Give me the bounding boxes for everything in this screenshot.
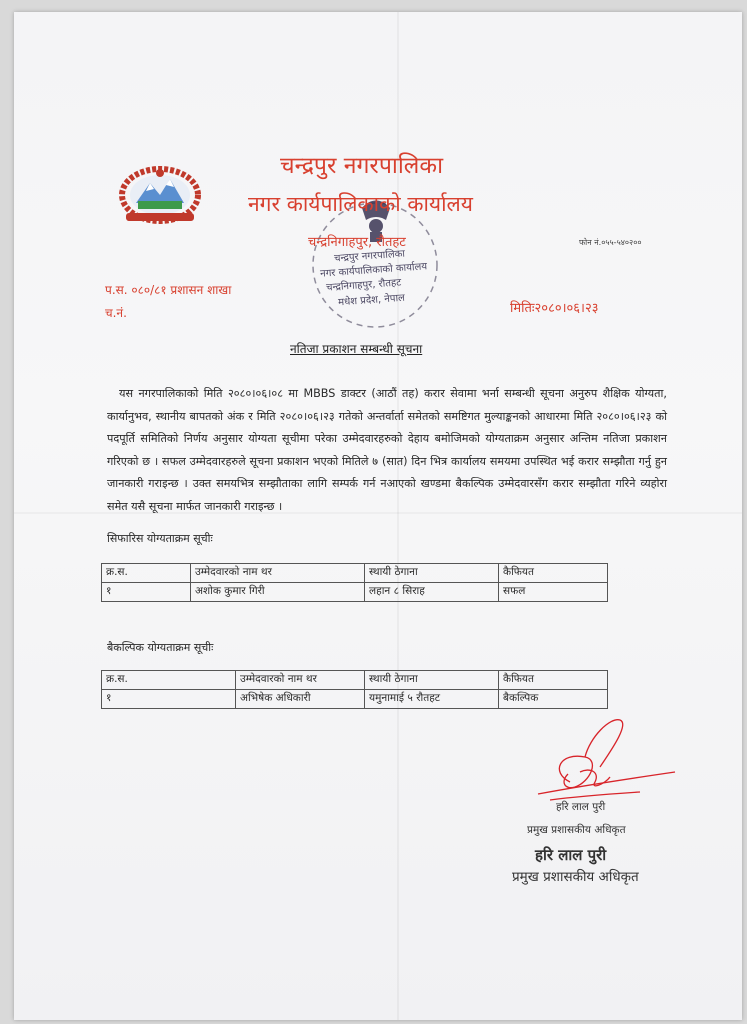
handwritten-signature-icon: [530, 712, 680, 807]
office-subtitle: नगर कार्यपालिकाको कार्यालय: [248, 192, 473, 216]
nepal-government-emblem-icon: [116, 165, 204, 227]
recommended-list-title: सिफारिस योग्यताक्रम सूचीः: [107, 532, 213, 545]
table-header-row: [102, 564, 608, 583]
notice-body: यस नगरपालिकाको मिति २०८०।०६।०८ मा MBBS डाक्टर (आठौं तह) करार सेवामा भर्ना सम्बन्धी सूचना अनुरुप शैक्षिक योग्यता, कार्यानुभव, स्थानीय बापतको अंक र मिति २०८०।०६।२३ गतेको अन्तर्वार्ता समेतको समष्टिगत मुल्याङ्कनको आधारमा मिति २०८०।०६।२३ को पदपूर्ति समितिको निर्णय अनुसार योग्यता सूचीमा परेका उम्मेदवारहरुको देहाय बमोजिमको योग्यताक्रम अनुसार अन्तिम नतिजा प्रकाशन गरिएको छ । सफल उम्मेदवारहरुले सूचना प्रकाशन भएको मितिले ७ (सात) दिन भित्र कार्यालय समयमा उपस्थित भई करार सम्झौता गर्नु हुन जानकारी गराइन्छ । उक्त समयभित्र सम्झौताका लागि सम्पर्क गर्न नआएको खण्डमा बैकल्पिक उम्मेदवारसँग करार सम्झौता गरिने व्यहोरा समेत यसै सूचना मार्फत जानकारी गराइन्छ ।: [107, 387, 667, 513]
cell-address: यमुनामाई ५ रौतहट: [365, 690, 499, 709]
signatory-title-small: प्रमुख प्रशासकीय अधिकृत: [527, 824, 626, 836]
cell-name: अभिषेक अधिकारी: [236, 690, 365, 709]
col-serial: क्र.स.: [102, 671, 236, 690]
alternate-table: [101, 670, 608, 709]
cell-remarks: सफल: [499, 583, 608, 602]
office-name: चन्द्रपुर नगरपालिका: [280, 153, 444, 179]
col-address: स्थायी ठेगाना: [365, 671, 499, 690]
phone-number: फोन नं.०५५-५४०२००: [579, 238, 642, 247]
reference-number: प.स. ०८०/८१ प्रशासन शाखा: [105, 283, 232, 297]
col-remarks: कैफियत: [499, 564, 608, 583]
alternate-list-title: बैकल्पिक योग्यताक्रम सूचीः: [107, 641, 214, 654]
office-address: चन्द्रनिगाहपुर, रौतहट: [308, 235, 406, 250]
col-remarks: कैफियत: [499, 671, 608, 690]
letter-date: मितिः२०८०।०६।२३: [510, 301, 599, 316]
col-name: उम्मेदवारको नाम थर: [191, 564, 365, 583]
signatory-name-stamp: हरि लाल पुरी: [535, 846, 607, 864]
dispatch-number: च.नं.: [105, 306, 127, 320]
col-address: स्थायी ठेगाना: [365, 564, 499, 583]
stamp-line-3: चन्द्रनिगाहपुर, रौतहट: [325, 277, 402, 294]
signatory-name-small: हरि लाल पुरी: [556, 801, 606, 813]
cell-name: अशोक कुमार गिरी: [191, 583, 365, 602]
col-serial: क्र.स.: [102, 564, 191, 583]
cell-serial: १: [102, 690, 236, 709]
stamp-line-1: चन्द्रपुर नगरपालिका: [333, 248, 406, 265]
signatory-title-stamp: प्रमुख प्रशासकीय अधिकृत: [512, 869, 639, 885]
table-header-row: [102, 671, 608, 690]
table-row: [102, 583, 608, 602]
table-row: [102, 690, 608, 709]
col-name: उम्मेदवारको नाम थर: [236, 671, 365, 690]
cell-address: लहान ८ सिराह: [365, 583, 499, 602]
stamp-line-4: मधेश प्रदेश, नेपाल: [337, 292, 406, 309]
notice-subject: नतिजा प्रकाशन सम्बन्धी सूचना: [290, 342, 423, 356]
cell-remarks: बैकल्पिक: [499, 690, 608, 709]
cell-serial: १: [102, 583, 191, 602]
stamp-line-2: नगर कार्यपालिकाको कार्यालय: [319, 261, 428, 280]
recommended-table: [101, 563, 608, 602]
